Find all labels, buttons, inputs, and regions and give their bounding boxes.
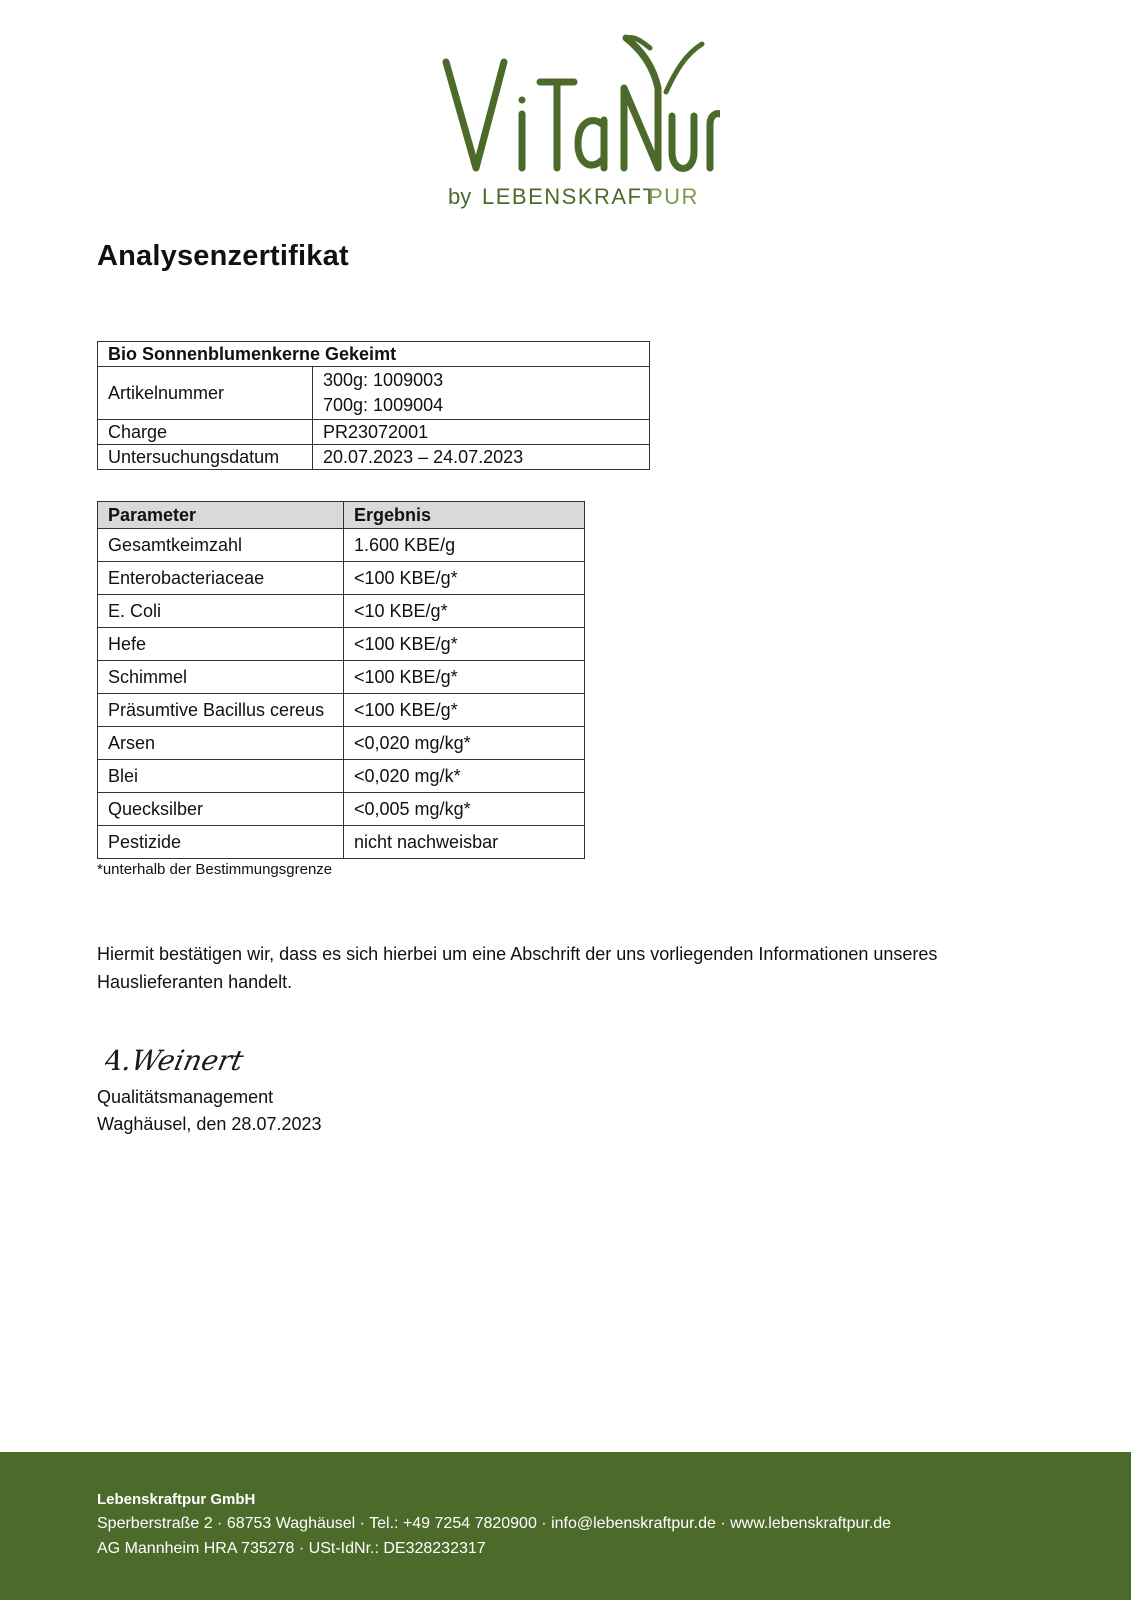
article-value-300g: 300g: 1009003: [323, 370, 444, 390]
table-row: [98, 727, 585, 760]
parameter-cell: E. Coli: [98, 595, 344, 628]
article-value-700g: 700g: 1009004: [323, 395, 444, 415]
signature-graphic: [105, 1040, 275, 1080]
result-cell: <0,020 mg/kg*: [344, 727, 585, 760]
logo-tagline-suffix: PUR: [648, 184, 699, 209]
table-row: [98, 760, 585, 793]
table-row: [98, 562, 585, 595]
result-cell: 1.600 KBE/g: [344, 529, 585, 562]
results-header-row: [98, 502, 585, 529]
table-row: [98, 694, 585, 727]
signature-name: A.Weinert: [105, 1044, 247, 1077]
parameter-cell: Gesamtkeimzahl: [98, 529, 344, 562]
signature: [105, 1040, 275, 1080]
table-row: [98, 529, 585, 562]
vitanur-logo-graphic: [440, 30, 720, 215]
batch-value: PR23072001: [313, 420, 650, 445]
date-row: [98, 445, 650, 470]
footer-address: Sperberstraße 2 · 68753 Waghäusel · Tel.: +49 7254 7820900 · info@lebenskraftpur.de · www.lebenskraftpur.de: [97, 1515, 892, 1532]
header-result: Ergebnis: [344, 502, 585, 529]
table-row: [98, 826, 585, 859]
footer-company: Lebenskraftpur GmbH: [97, 1491, 256, 1508]
parameter-cell: Arsen: [98, 727, 344, 760]
article-label: Artikelnummer: [98, 367, 313, 420]
parameter-cell: Präsumtive Bacillus cereus: [98, 694, 344, 727]
article-row: [98, 367, 650, 420]
parameter-cell: Pestizide: [98, 826, 344, 859]
results-footnote: *unterhalb der Bestimmungsgrenze: [97, 861, 333, 878]
logo-tagline-main: LEBENSKRAFT: [482, 184, 658, 209]
product-row: [98, 342, 650, 367]
page-title: Analysenzertifikat: [97, 240, 349, 272]
result-cell: <100 KBE/g*: [344, 661, 585, 694]
table-row: [98, 661, 585, 694]
signer-role: Qualitätsmanagement: [97, 1087, 274, 1107]
product-name: Bio Sonnenblumenkerne Gekeimt: [98, 342, 650, 367]
parameter-cell: Enterobacteriaceae: [98, 562, 344, 595]
result-cell: nicht nachweisbar: [344, 826, 585, 859]
parameter-cell: Blei: [98, 760, 344, 793]
confirmation-text: Hiermit bestätigen wir, dass es sich hierbei um eine Abschrift der uns vorliegenden Informationen unseres Hauslieferanten handelt.: [97, 944, 938, 992]
result-cell: <10 KBE/g*: [344, 595, 585, 628]
result-cell: <100 KBE/g*: [344, 562, 585, 595]
result-cell: <100 KBE/g*: [344, 628, 585, 661]
result-cell: <100 KBE/g*: [344, 694, 585, 727]
product-info-table: [97, 341, 650, 470]
footer-register: AG Mannheim HRA 735278 · USt-IdNr.: DE328232317: [97, 1540, 486, 1557]
logo-tagline-prefix: by: [448, 184, 472, 209]
parameter-cell: Hefe: [98, 628, 344, 661]
table-row: [98, 793, 585, 826]
result-cell: <0,020 mg/k*: [344, 760, 585, 793]
header-parameter: Parameter: [98, 502, 344, 529]
batch-label: Charge: [98, 420, 313, 445]
result-cell: <0,005 mg/kg*: [344, 793, 585, 826]
table-row: [98, 595, 585, 628]
table-row: [98, 628, 585, 661]
article-values: [313, 367, 650, 420]
results-table: [97, 501, 585, 859]
batch-row: [98, 420, 650, 445]
footer: [0, 1452, 1131, 1600]
date-label: Untersuchungsdatum: [98, 445, 313, 470]
place-date: Waghäusel, den 28.07.2023: [97, 1114, 322, 1134]
parameter-cell: Quecksilber: [98, 793, 344, 826]
brand-logo: [440, 30, 720, 215]
date-value: 20.07.2023 – 24.07.2023: [313, 445, 650, 470]
parameter-cell: Schimmel: [98, 661, 344, 694]
